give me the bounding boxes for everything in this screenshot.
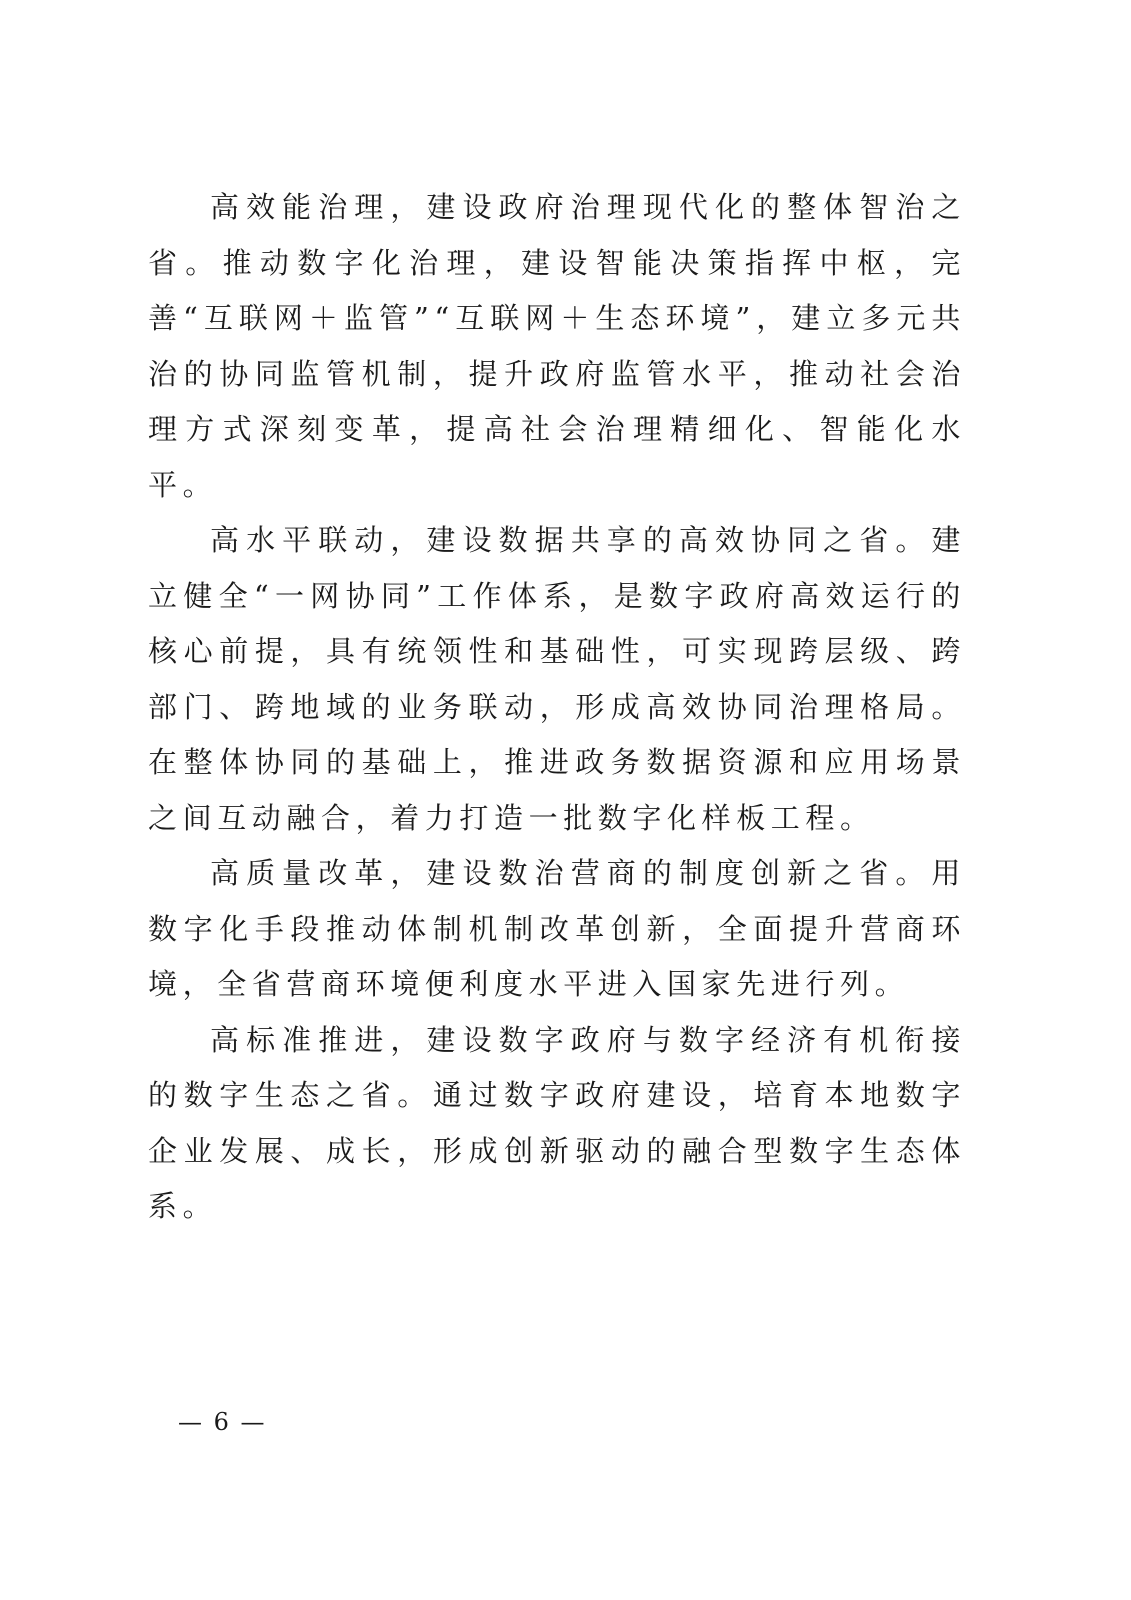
paragraph-high-quality-reform: 高质量改革，建设数治营商的制度创新之省。用数字化手段推动体制机制改革创新，全面提升营商环境，全省营商环境便利度水平进入国家先进行列。 (148, 856, 966, 1001)
paragraph-high-level-linkage: 高水平联动，建设数据共享的高效协同之省。建立健全“一网协同”工作体系，是数字政府高效运行的核心前提，具有统领性和基础性，可实现跨层级、跨部门、跨地域的业务联动，形成高效协同治理格局。在整体协同的基础上，推进政务数据资源和应用场景之间互动融合，着力打造一批数字化样板工程。 (148, 523, 966, 835)
body-text (148, 180, 966, 1235)
page-number: — 6 — (178, 1408, 267, 1436)
paragraph-efficient-governance: 高效能治理，建设政府治理现代化的整体智治之省。推动数字化治理，建设智能决策指挥中枢，完善“互联网＋监管”“互联网＋生态环境”，建立多元共治的协同监管机制，提升政府监管水平，推动社会治理方式深刻变革，提高社会治理精细化、智能化水平。 (148, 190, 966, 502)
paragraph-high-standard-advance: 高标准推进，建设数字政府与数字经济有机衔接的数字生态之省。通过数字政府建设，培育本地数字企业发展、成长，形成创新驱动的融合型数字生态体系。 (148, 1022, 966, 1223)
